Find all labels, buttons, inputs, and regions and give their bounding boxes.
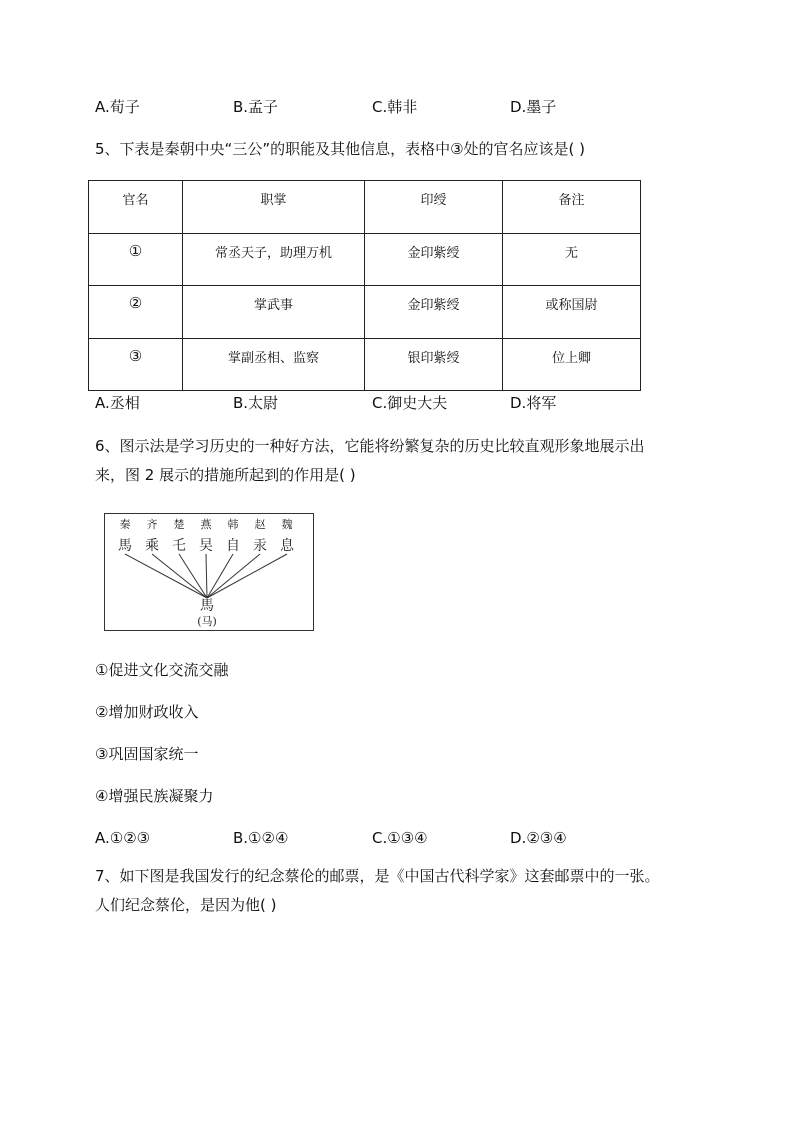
q6-statement-3: ③巩固国家统一 bbox=[95, 745, 199, 763]
state-label: 燕 bbox=[200, 518, 212, 531]
q5-option-c: C.御史大夫 bbox=[372, 394, 448, 412]
state-label: 楚 bbox=[173, 518, 185, 531]
table-header-row bbox=[89, 181, 641, 234]
table-cell: 金印紫绶 bbox=[365, 286, 503, 339]
table-cell: ② bbox=[89, 286, 183, 339]
q5-question: 5、下表是秦朝中央“三公”的职能及其他信息，表格中③处的官名应该是( ) bbox=[95, 140, 586, 158]
q5-option-d: D.将军 bbox=[510, 394, 557, 412]
q5-option-b: B.太尉 bbox=[233, 394, 279, 412]
table-cell: 掌副丞相、监察 bbox=[183, 339, 365, 391]
table-header-cell: 职掌 bbox=[183, 181, 365, 234]
state-glyph: 汞 bbox=[253, 538, 267, 554]
q4-option-c: C.韩非 bbox=[372, 98, 418, 116]
state-glyph: 自 bbox=[226, 538, 240, 554]
q5-option-a: A.丞相 bbox=[95, 394, 140, 412]
table-cell: 金印紫绶 bbox=[365, 234, 503, 286]
table-cell: 或称国尉 bbox=[503, 286, 641, 339]
table-row bbox=[89, 286, 641, 339]
state-glyph: 乘 bbox=[145, 538, 159, 554]
state-glyph: 旲 bbox=[199, 538, 213, 554]
center-glyph: 馬 bbox=[200, 598, 214, 614]
figure-lines bbox=[105, 514, 312, 629]
q6-option-c: C.①③④ bbox=[372, 829, 428, 847]
table-cell: 常丞天子，助理万机 bbox=[183, 234, 365, 286]
q4-option-a: A.荀子 bbox=[95, 98, 140, 116]
q6-statement-2: ②增加财政收入 bbox=[95, 703, 199, 721]
table-row bbox=[89, 339, 641, 391]
state-label: 赵 bbox=[254, 518, 266, 531]
table-row bbox=[89, 234, 641, 286]
q6-option-a: A.①②③ bbox=[95, 829, 151, 847]
table-header-cell: 官名 bbox=[89, 181, 183, 234]
q7-question-line2: 人们纪念蔡伦，是因为他( ) bbox=[95, 896, 277, 914]
state-label: 秦 bbox=[119, 518, 131, 531]
q4-option-b: B.孟子 bbox=[233, 98, 279, 116]
state-label: 韩 bbox=[227, 518, 239, 531]
q6-statement-4: ④增强民族凝聚力 bbox=[95, 787, 214, 805]
figure-caption: (马) bbox=[197, 615, 217, 628]
q7-question-line1: 7、如下图是我国发行的纪念蔡伦的邮票，是《中国古代科学家》这套邮票中的一张。 bbox=[95, 867, 660, 885]
q6-option-d: D.②③④ bbox=[510, 829, 567, 847]
table-cell: 银印紫绶 bbox=[365, 339, 503, 391]
state-glyph: 息 bbox=[280, 538, 294, 554]
table-header-cell: 备注 bbox=[503, 181, 641, 234]
q4-option-d: D.墨子 bbox=[510, 98, 557, 116]
q6-statement-1: ①促进文化交流交融 bbox=[95, 661, 229, 679]
q6-question-line1: 6、图示法是学习历史的一种好方法，它能将纷繁复杂的历史比较直观形象地展示出 bbox=[95, 437, 645, 455]
state-label: 齐 bbox=[146, 518, 158, 531]
q6-option-b: B.①②④ bbox=[233, 829, 289, 847]
table-cell: 掌武事 bbox=[183, 286, 365, 339]
state-glyph: 乇 bbox=[172, 538, 186, 554]
state-glyph: 馬 bbox=[118, 538, 132, 554]
character-unification-figure bbox=[104, 513, 314, 631]
table-cell: 位上卿 bbox=[503, 339, 641, 391]
table-cell: 无 bbox=[503, 234, 641, 286]
state-label: 魏 bbox=[281, 518, 293, 531]
table-header-cell: 印绶 bbox=[365, 181, 503, 234]
table-cell: ③ bbox=[89, 339, 183, 391]
q5-table bbox=[88, 180, 641, 391]
q6-question-line2: 来，图 2 展示的措施所起到的作用是( ) bbox=[95, 466, 356, 484]
table-cell: ① bbox=[89, 234, 183, 286]
